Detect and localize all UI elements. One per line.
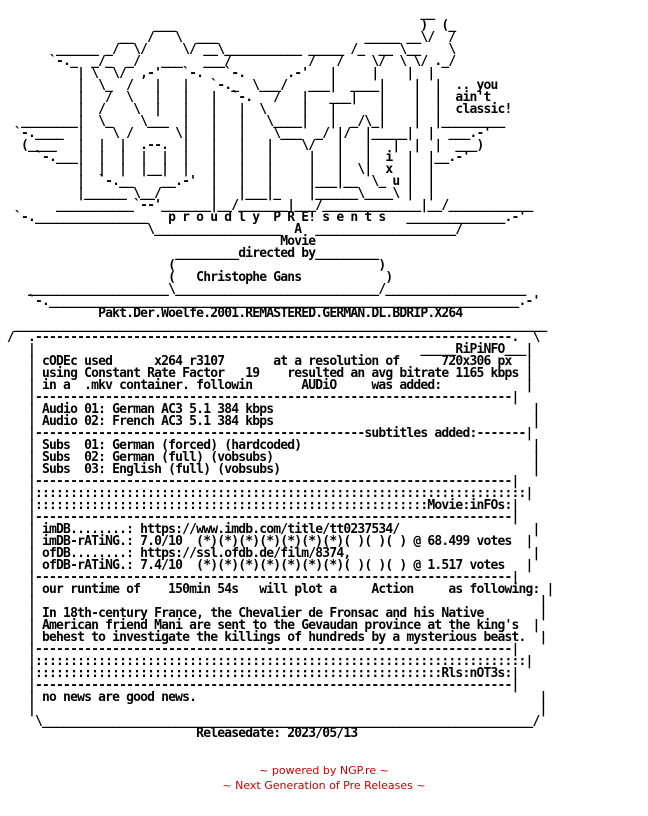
nfo-ascii-document [0,8,648,740]
nfo-line: | | [0,594,547,609]
nfo-line: ___________`--'_______|__/_______|___/______________|__/____________ [0,198,533,213]
nfo-line: |--------------------------------------------------------------------| [0,510,519,525]
nfo-line: `-.________________ p r o u d l y P R E! s e n t s ______________.-' [0,210,526,225]
nfo-line: | in a .mkv container. followin AUDiO was added: | [0,378,533,393]
nfo-line: | ofDB........: https://ssl.ofdb.de/film/8374, | [0,546,540,561]
nfo-line: |--------------------------------------------------------------------| [0,678,519,693]
nfo-line: ___ ) (_ [0,18,456,33]
nfo-line: \______________________________________________________________________/ [0,714,540,729]
nfo-line: `-.____ | \ / \| | | \___ _/ |/ |_____| | ___.-' [0,126,491,141]
nfo-line: ( ) [0,258,386,273]
nfo-line: `-._ _/_ _/ ___ ___/ / / \/ \ \/ ._/ [0,54,456,69]
nfo-line: |______ \__/ | |___|_ |______\____\ | | [0,186,435,201]
nfo-line: | ofDB-rATiNG.: 7.4/10 (*)(*)(*)(*)(*)(*)(*)( )( )( ) @ 1.517 votes | [0,558,533,573]
nfo-line: Movie [0,234,316,249]
nfo-line: `-.___________________________________________________________________.-' [0,294,540,309]
nfo-line: Pakt.Der.Woelfe.2001.REMASTERED.GERMAN.DL.BDRIP.X264 [0,306,463,321]
nfo-line: |::::::::::::::::::::::::::::::::::::::::::::::::::::::::::::::::::::::| [0,654,533,669]
nfo-line: | / \ | | | `-. / | ___| | | | ain't [0,90,491,105]
nfo-line: |--------------------------------------------------------------------| [0,570,519,585]
nfo-line: |::::::::::::::::::::::::::::::::::::::::::::::::::::::::::Rls:nOT3s:| [0,666,519,681]
nfo-line: |--------------------------------------------------------------------| [0,642,519,657]
nfo-line: | `-.__ __.-' | | | |___|__ \_ u | | [0,174,435,189]
nfo-line: |--------------------------------------------------------------------| [0,474,519,489]
nfo-line: (____ | | | .--. | | | | \/ | | | | | ___) [0,138,484,153]
nfo-line: | | | |__| | | | | | | \| x | | [0,162,435,177]
nfo-line: |::::::::::::::::::::::::::::::::::::::::::::::::::::::::Movie:inFOs:| [0,498,519,513]
nfo-line: `-.___| | | | | | | | | | | | i | |__.-' [0,150,470,165]
nfo-line: |::::::::::::::::::::::::::::::::::::::::::::::::::::::::::::::::::::::| [0,486,533,501]
nfo-line: | \ \/ ,-' `-. `-. .-' | | | | [0,66,435,81]
nfo-line: | imDB-rATiNG.: 7.0/10 (*)(*)(*)(*)(*)(*)(*)( )( )( ) @ 68.499 votes | [0,534,533,549]
nfo-line: / .--------------------------------------------------------------------. \ [0,330,540,345]
nfo-line: | behest to investigate the killings of hundreds by a mysterious beast. | [0,630,547,645]
nfo-line: | \_ / | | `-._ \___/ ___| ____| | | .. you [0,78,498,93]
nfo-line: Releasedate: 2023/05/13 [0,726,358,741]
nfo-line: | | [0,702,547,717]
nfo-line: | cODEc used x264 r3107 at a resolution of 720x306 px | [0,354,533,369]
nfo-line: |-----------------------------------------------subtitles added:-------| [0,426,533,441]
nfo-line: __ [0,6,449,21]
nfo-line: | imDB........: https://www.imdb.com/title/tt0237534/ | [0,522,540,537]
nfo-line: ____________________\_____________________________/____________________ [0,282,526,297]
nfo-line: ________| \_ \___ | | | \____| | _/\_| | |_________ [0,114,505,129]
nfo-line: _________directed by_________ [0,246,379,261]
footer-powered-by: ~ powered by NGP.re ~ [259,764,389,777]
nfo-line: | our runtime of 150min 54s will plot a Action as following: | [0,582,554,597]
nfo-line: __ / \ ___ _____ __\/ / [0,30,456,45]
nfo-line: \__________________ A ____________________/ [0,222,463,237]
nfo-line: | Audio 02: French AC3 5.1 384 kbps | [0,414,540,429]
nfo-line: | In 18th-century France, the Chevalier de Fronsac and his Native | [0,606,547,621]
nfo-line: | using Constant Rate Factor 19 resulted an avg bitrate 1165 kbps | [0,366,533,381]
nfo-line: ____________________________________________________________________________ [0,318,547,333]
nfo-line: | no news are good news. | [0,690,547,705]
nfo-line: ______ _/ \/ \/ __\___________ _____ /_ __ \__ \ [0,42,456,57]
nfo-line: | / \ | | | | \ | | | | | classic! [0,102,512,117]
nfo-line: | Subs 02: German (full) (vobsubs) | [0,450,540,465]
nfo-line: ( Christophe Gans ) [0,270,393,285]
nfo-line: | Audio 01: German AC3 5.1 384 kbps | [0,402,540,417]
nfo-line: | _____RiPiNFO___| [0,342,533,357]
nfo-line: | American friend Mani are sent to the Gevaudan province at the king's | [0,618,540,633]
nfo-line: |--------------------------------------------------------------------| [0,390,519,405]
footer-tagline: ~ Next Generation of Pre Releases ~ [222,779,426,792]
nfo-line: | Subs 01: German (forced) (hardcoded) | [0,438,540,453]
nfo-line: | Subs 03: English (full) (vobsubs) | [0,462,540,477]
